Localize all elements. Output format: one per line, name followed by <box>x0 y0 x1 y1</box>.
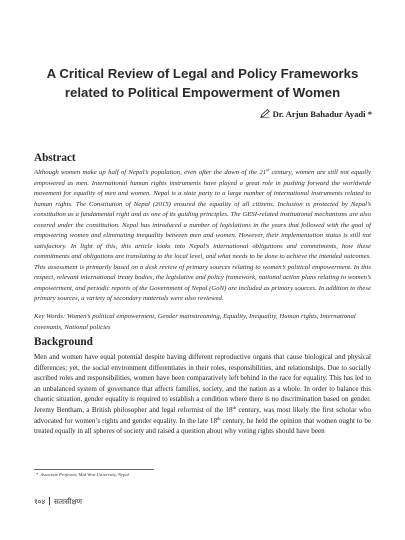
background-text <box>34 352 371 437</box>
abstract-text-rest: century, women are still not equally empowered as men. International human rights instruments have played a great role in pushing forward the worldwide movement for equality of men and women. Nepal is a state party to a large number of international instruments related to human rights. The Constitution of Nepal (2015) ensured the equality of all citizens. Inclusion is protected by Nepal’s constitution as a fundamental right and as one of its guiding principles. The GESI-related institutional mechanisms are also covered under the constitution. Nepal has introduced a number of legislations in the years that followed with the goal of empowering women and eliminating inequality between men and women. However, their implementation status is still not satisfactory. In light of this, this article looks into Nepal’s international obligations and commitments, how these commitments and obligations are translating to the local level, and what needs to be done to achieve the intended outcomes. This assessment is primarily based on a desk review of primary sources relating to women’s political empowerment. In this respect, relevant international treaty bodies, the legislative and policy framework, national action plans relating to women’s empowerment, and periodic reports of the Government of Nepal (GoN) are included as primary sources. In addition to these primary sources, a variety of secondary materials were also reviewed. <box>34 169 371 302</box>
footnote <box>36 472 129 477</box>
background-text-part-2: century, was most likely the first scholar who advocated for women’s rights and gender equality. In the late 18 <box>34 405 371 425</box>
journal-name: सतासीक्षण <box>54 497 82 506</box>
page-footer <box>34 497 82 507</box>
author-name: Dr. Arjun Bahadur Ayadi * <box>272 109 372 119</box>
footer-separator <box>49 497 50 505</box>
article-title <box>36 64 369 102</box>
keywords: Key Words: Women’s political empowerment, Gender mainstreaming, Equality, Inequality, Human rights, International covenants, National policies <box>34 313 356 331</box>
footnote-divider <box>34 469 154 470</box>
pen-icon <box>260 109 270 118</box>
author-byline <box>260 109 372 119</box>
abstract-text <box>34 168 371 305</box>
page-number: १०४ <box>34 497 46 506</box>
footnote-text: Associate Professor, Mid West University, Nepal <box>40 472 129 477</box>
background-heading: Background <box>34 336 93 348</box>
title-line-1: A Critical Review of Legal and Policy Frameworks <box>46 66 359 81</box>
abstract-text-start: Although women make up half of Nepal’s population, even after the dawn of the 21 <box>34 169 267 176</box>
title-line-2: related to Political Empowerment of Women <box>64 85 341 100</box>
footnote-marker: * <box>36 472 39 477</box>
background-superscript-2: th <box>216 415 221 421</box>
background-text-part-1: Men and women have equal potential despite having different reproductive organs that cause biological and physical differences; yet, the social environment differentiates in their roles, responsibilities, and relationships. Due to socially ascribed roles and responsibilities, women have been comparatively left behind in the race for equality. This has led to an unbalanced system of governance that affects families, society, and the nation as a whole. In order to balance this chaotic situation, gender equality is required to establish a condition where there is no discrimination based on gender. Jeremy Bentham, a British philosopher and legal reformist of the 18 <box>34 353 371 414</box>
abstract-superscript: st <box>266 167 270 172</box>
abstract-heading: Abstract <box>34 152 76 164</box>
background-text-part-3: century, he held the opinion that women ought to be treated equally in all spheres of society and raised a question about why voting rights should have been <box>34 416 371 436</box>
background-superscript-1: th <box>232 404 237 410</box>
